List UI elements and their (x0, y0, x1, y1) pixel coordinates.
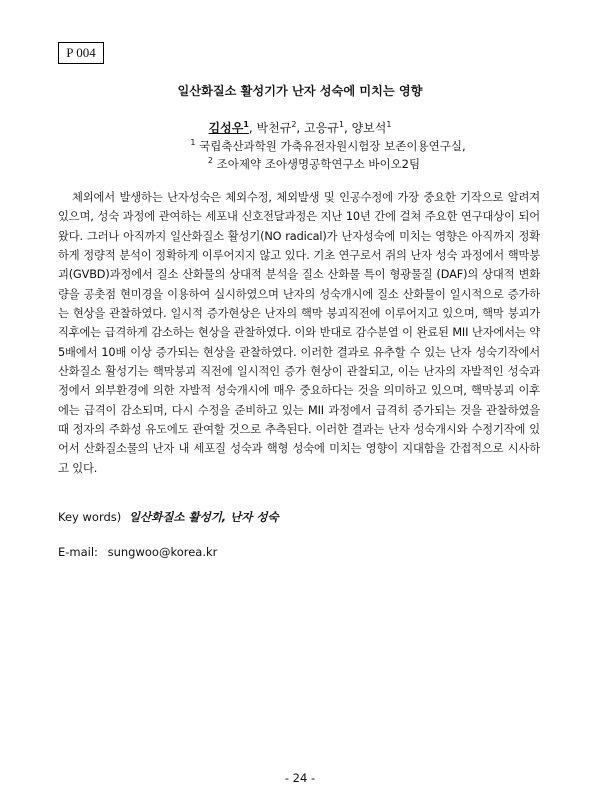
author-separator: , (248, 121, 257, 135)
affiliation-text: 조아제약 조아생명공학연구소 바이오2팀 (216, 157, 421, 171)
poster-id-box: P 004 (58, 42, 104, 64)
affiliation-text: 국립축산과학원 가축유전자원시험장 보존이용연구실, (199, 139, 466, 153)
author-affiliation-mark: 1 (386, 120, 392, 129)
author-separator: , (343, 121, 352, 135)
affiliation-mark: 2 (207, 156, 213, 165)
keywords-terms: 일산화질소 활성기, 난자 성숙 (128, 510, 279, 524)
author-separator: , (296, 121, 305, 135)
keywords-line (58, 509, 279, 525)
author-name: 양보석 (351, 121, 387, 135)
author-name: 고응규 (304, 121, 339, 135)
paper-title: 일산화질소 활성기가 난자 성숙에 미치는 영향 (177, 84, 423, 98)
keywords-label: Key words) (58, 510, 122, 524)
presenting-author (209, 121, 249, 135)
email-line (58, 545, 217, 559)
email-address: sungwoo@korea.kr (107, 545, 218, 559)
affiliation-1 (28, 138, 600, 154)
author-affiliation-mark: 1 (243, 120, 249, 129)
author-affiliation-mark: 2 (291, 120, 297, 129)
email-label: E-mail: (58, 545, 98, 559)
author-name: 박천규 (256, 121, 292, 135)
author-list (0, 119, 600, 136)
author-name: 김성우 (208, 121, 244, 135)
affiliation-mark: 1 (190, 138, 196, 147)
page-number: - 24 - (284, 771, 316, 785)
affiliation-2 (14, 156, 600, 172)
author-affiliation-mark: 1 (338, 120, 344, 129)
abstract-body: 체외에서 발생하는 난자성숙은 체외수정, 체외발생 및 인공수정에 가장 중요한 기작으로 알려져 있으며, 성숙 과정에 관여하는 세포내 신호전달과정은 지난 10년 간에 걸쳐 주요한 연구대상이 되어 왔다. 그러나 아직까지 일산화질소 활성기(NO radical)가 난자성숙에 미치는 영향은 아직까지 정확하게 정량적 분석이 정확하게 이루어지지 않고 있다. 기초 연구로서 쥐의 난자 성숙 과정에서 핵막붕괴(GVBD)과정에서 질소 산화물의 상대적 분석을 질소 산화물 특이 형광물질 (DAF)의 상대적 변화량을 공촛점 현미경을 이용하여 실시하였으며 난자의 성숙개시에 질소 산화물이 일시적으로 증가하는 현상을 관찰하였다. 일시적 증가현상은 난자의 핵막 붕괴직전에 이루어지고 있으며, 핵막 붕괴가 직후에는 급격하게 감소하는 현상을 관찰하였다. 이와 반대로 감수분열 이 완료된 MII 난자에서는 약 5배에서 10배 이상 증가되는 현상을 관찰하였다. 이러한 결과로 유추할 수 있는 난자 성숙기작에서 산화질소 활성기는 핵막붕괴 직전에 일시적인 증가 현상이 관찰되고, 이는 난자의 자발적인 성숙과정에서 외부환경에 의한 자발적 성숙개시에 매우 중요하다는 것을 의미하고 있으며, 핵막붕괴 이후에는 급격이 감소되며, 다시 수정을 준비하고 있는 MII 과정에서 급격히 증가되는 것을 관찰하였을 때 정자의 주화성 유도에도 관여할 것으로 추측된다. 이러한 결과는 난자 성숙개시와 수정기작에 있어서 산화질소물의 난자 내 세포질 성숙과 핵형 성숙에 미치는 영향이 지대함을 간접적으로 시사하고 있다. (58, 191, 540, 475)
